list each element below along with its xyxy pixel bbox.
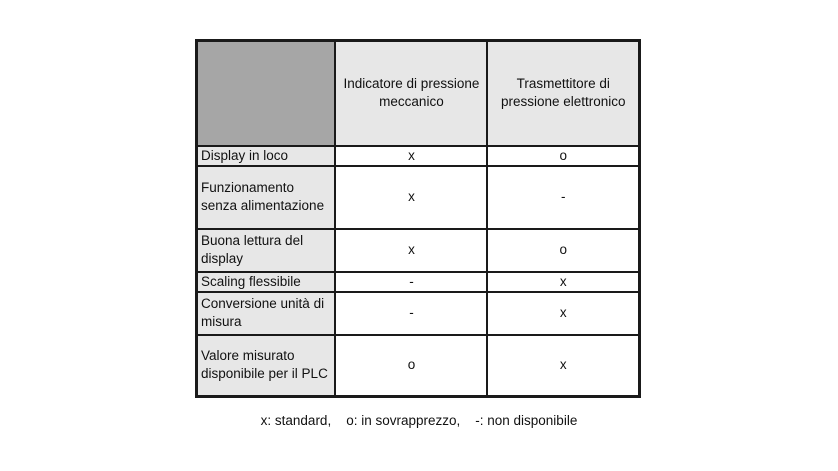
- electronic-value: -: [487, 166, 639, 229]
- row-label: Conversione unità di misura: [197, 292, 336, 335]
- electronic-value: x: [487, 272, 639, 292]
- row-label: Valore misurato disponibile per il PLC: [197, 335, 336, 397]
- table-row: [197, 272, 640, 292]
- table-row: [197, 146, 640, 166]
- electronic-value: o: [487, 229, 639, 272]
- mechanical-value: x: [335, 229, 487, 272]
- header-mechanical-indicator: Indicatore di pressione meccanico: [335, 41, 487, 146]
- table-row: [197, 292, 640, 335]
- mechanical-value: o: [335, 335, 487, 397]
- table-row: [197, 335, 640, 397]
- electronic-value: x: [487, 335, 639, 397]
- electronic-value: x: [487, 292, 639, 335]
- row-label: Funzionamento senza alimentazione: [197, 166, 336, 229]
- mechanical-value: -: [335, 272, 487, 292]
- row-label: Display in loco: [197, 146, 336, 166]
- header-row: [197, 41, 640, 146]
- table-row: [197, 166, 640, 229]
- legend-caption: x: standard, o: in sovrapprezzo, -: non disponibile: [260, 413, 578, 428]
- corner-cell: [197, 41, 336, 146]
- row-label: Scaling flessibile: [197, 272, 336, 292]
- mechanical-value: x: [335, 166, 487, 229]
- row-label: Buona lettura del display: [197, 229, 336, 272]
- table-row: [197, 229, 640, 272]
- comparison-table: [195, 39, 641, 398]
- mechanical-value: -: [335, 292, 487, 335]
- header-electronic-transmitter: Trasmettitore di pressione elettronico: [487, 41, 639, 146]
- mechanical-value: x: [335, 146, 487, 166]
- electronic-value: o: [487, 146, 639, 166]
